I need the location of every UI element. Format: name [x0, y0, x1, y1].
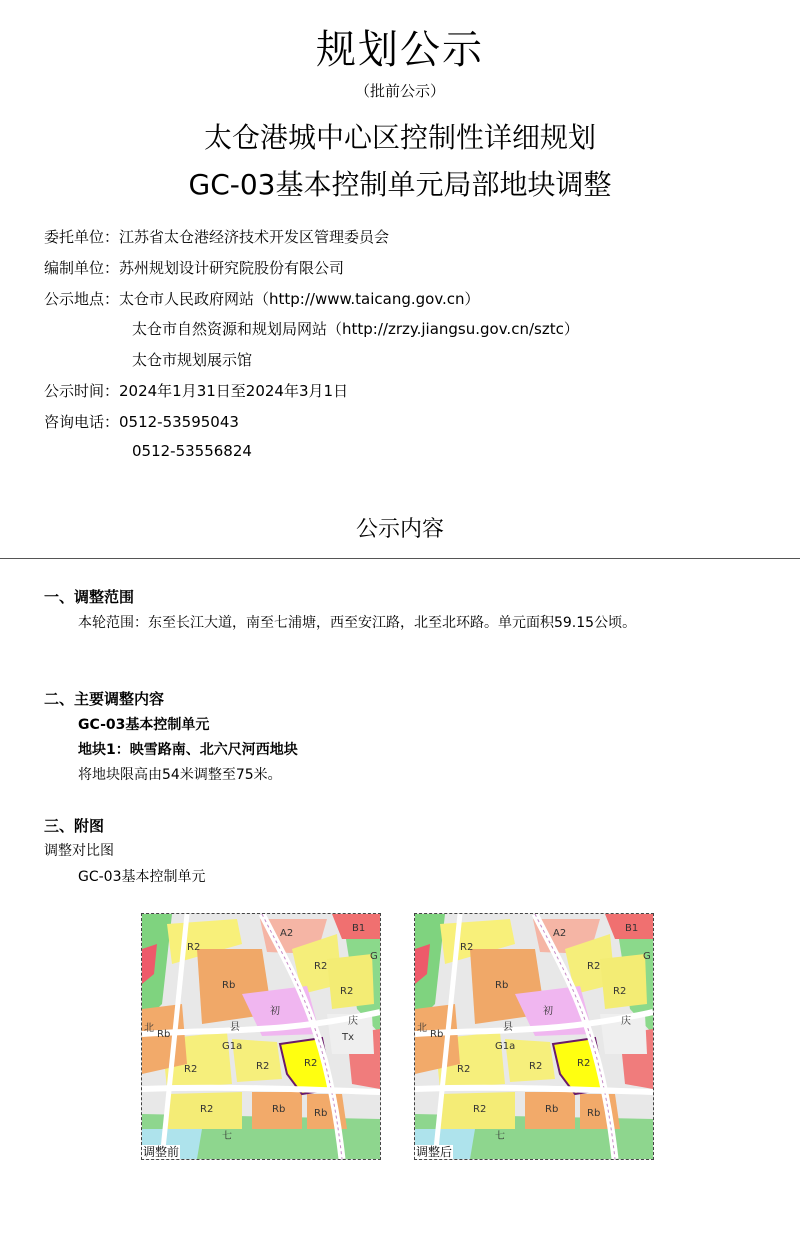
- section-1-title: 一、调整范围: [44, 588, 135, 606]
- map-before-label-qing: 庆: [348, 1016, 358, 1027]
- map-before-label-rb-a: Rb: [222, 980, 236, 991]
- editor-info: 编制单位：苏州规划设计研究院股份有限公司: [44, 259, 345, 277]
- map-before-label-g1a: G1a: [222, 1041, 243, 1052]
- map-after-label-r2-c: R2: [613, 986, 627, 997]
- map-before-label-r2-e: R2: [256, 1061, 270, 1072]
- phone-info-2: 0512-53556824: [132, 442, 252, 460]
- map-after-caption: 调整后: [416, 1145, 453, 1159]
- map-before-label-a2: A2: [280, 928, 294, 939]
- map-before: [141, 913, 381, 1160]
- map-before-caption: 调整前: [143, 1145, 180, 1159]
- map-after-label-xian: 县: [503, 1022, 513, 1033]
- map-before-label-g: G: [370, 951, 378, 962]
- map-after-label-rb-c: Rb: [545, 1104, 559, 1115]
- map-after-label-qing: 庆: [621, 1016, 631, 1027]
- map-after-label-r2-b: R2: [587, 961, 601, 972]
- map-after-drawing: [415, 914, 653, 1159]
- map-before-label-r2-b: R2: [314, 961, 328, 972]
- content-section-title: 公示内容: [355, 517, 444, 542]
- location-info-2: 太仓市自然资源和规划局网站（http://zrzy.jiangsu.gov.cn/sztc）: [132, 320, 579, 338]
- map-after-label-chu: 初: [543, 1006, 553, 1017]
- map-before-label-r2-focus: R2: [304, 1058, 318, 1069]
- map-after-label-r2-e: R2: [529, 1061, 543, 1072]
- client-info: 委托单位：江苏省太仓港经济技术开发区管理委员会: [44, 228, 390, 246]
- location-info-1: 公示地点：太仓市人民政府网站（http://www.taicang.gov.cn）: [44, 290, 480, 308]
- section-3-title: 三、附图: [44, 817, 105, 835]
- map-after-label-g1a: G1a: [495, 1041, 516, 1052]
- map-after-label-bei: 北: [417, 1023, 427, 1034]
- map-before-label-bei: 北: [144, 1023, 154, 1034]
- period-info: 公示时间：2024年1月31日至2024年3月1日: [44, 382, 349, 400]
- section-1-text: 本轮范围：东至长江大道，南至七浦塘，西至安江路，北至北环路。单元面积59.15公顷。: [78, 615, 637, 631]
- section-2-text: 将地块限高由54米调整至75米。: [78, 767, 282, 783]
- section-3-subtitle: 调整对比图: [44, 843, 114, 859]
- section-3-unit: GC-03基本控制单元: [78, 869, 206, 885]
- section-2-plot: 地块1：映雪路南、北六尺河西地块: [78, 742, 298, 758]
- map-before-label-rb-c: Rb: [272, 1104, 286, 1115]
- map-before-drawing: [142, 914, 380, 1159]
- map-after-label-r2-f: R2: [473, 1104, 487, 1115]
- map-before-label-r2-f: R2: [200, 1104, 214, 1115]
- map-before-label-tx: Tx: [342, 1032, 355, 1043]
- map-before-label-chu: 初: [270, 1006, 280, 1017]
- phone-info-1: 咨询电话：0512-53595043: [44, 413, 239, 431]
- map-after-label-r2-focus: R2: [577, 1058, 591, 1069]
- map-after-label-rb-d: Rb: [587, 1108, 601, 1119]
- section-divider: [0, 558, 800, 559]
- map-after-label-qi: 七: [495, 1131, 505, 1142]
- map-after-label-b1: B1: [625, 923, 639, 934]
- project-title-line1: 太仓港城中心区控制性详细规划: [203, 121, 596, 154]
- map-after: [414, 913, 654, 1160]
- map-before-label-rb-d: Rb: [314, 1108, 328, 1119]
- map-before-label-qi: 七: [222, 1131, 232, 1142]
- project-title-line2: GC-03基本控制单元局部地块调整: [188, 168, 612, 201]
- map-before-label-r2-d: R2: [184, 1064, 198, 1075]
- map-after-label-a2: A2: [553, 928, 567, 939]
- map-before-label-xian: 县: [230, 1022, 240, 1033]
- map-after-label-rb-b: Rb: [430, 1029, 444, 1040]
- map-before-label-b1: B1: [352, 923, 366, 934]
- map-after-label-rb-a: Rb: [495, 980, 509, 991]
- map-after-label-r2-d: R2: [457, 1064, 471, 1075]
- map-after-label-g: G: [643, 951, 651, 962]
- section-2-title: 二、主要调整内容: [44, 690, 165, 708]
- page-subtitle: （批前公示）: [354, 82, 445, 100]
- map-after-label-r2-a: R2: [460, 942, 474, 953]
- location-info-3: 太仓市规划展示馆: [132, 351, 253, 369]
- map-before-label-r2-c: R2: [340, 986, 354, 997]
- section-2-unit: GC-03基本控制单元: [78, 717, 210, 733]
- map-before-label-rb-b: Rb: [157, 1029, 171, 1040]
- map-before-label-r2-a: R2: [187, 942, 201, 953]
- page-title: 规划公示: [316, 27, 484, 73]
